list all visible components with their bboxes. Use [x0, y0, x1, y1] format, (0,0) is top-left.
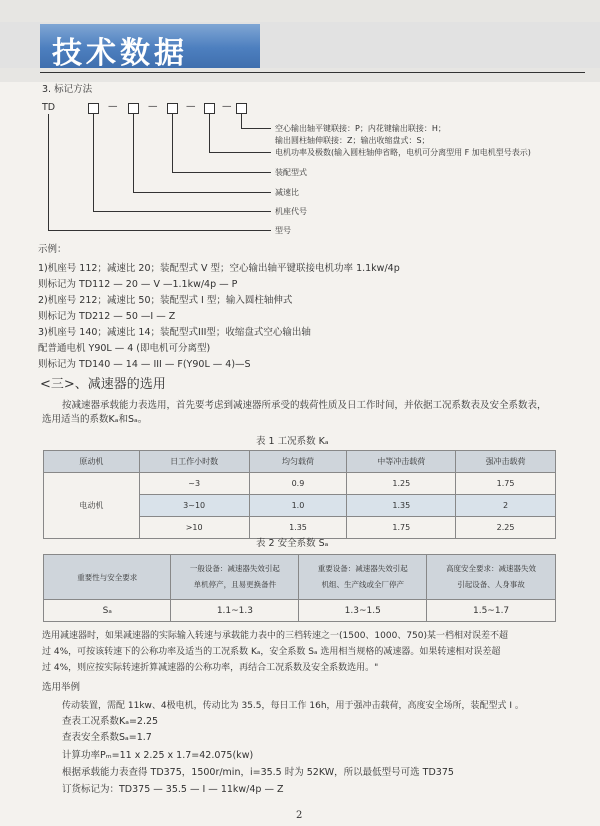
title-divider	[40, 72, 585, 73]
code-box-2	[128, 103, 139, 114]
header-line: 重要设备：减速器失效引起	[317, 564, 408, 573]
table-cell: 2	[456, 495, 556, 517]
table-cell: 3~10	[139, 495, 249, 517]
table-row	[44, 600, 556, 622]
selection-paragraph: 过 4%，则应按实际转速折算减速器的公称功率，再结合工况系数及安全系数选用。"	[42, 663, 379, 673]
example-line: 3)机座号 140；减速比 14；装配型式III型；收缩盘式空心输出轴	[38, 327, 311, 338]
table-header	[299, 555, 427, 600]
selection-paragraph: 过 4%，可按该转速下的公称功率及适当的工况系数 Kₐ，安全系数 Sₐ 选用相当规格的减速器。如果转速相对误差超	[42, 647, 501, 657]
header-line: 单机停产，且易更换备件	[193, 580, 277, 589]
notation-prefix: TD	[42, 102, 56, 113]
table-cell: 1.1~1.3	[171, 600, 299, 622]
code-box-4	[204, 103, 215, 114]
table-cell: 1.3~1.5	[299, 600, 427, 622]
header-line: 机组、生产线或全厂停产	[321, 580, 404, 589]
table-cell: 1.0	[249, 495, 347, 517]
dash: —	[222, 101, 232, 112]
example-step: 根据承载能力表查得 TD375，1500r/min，i=35.5 时为 52KW，所以最低型号可选 TD375	[62, 767, 454, 778]
example-line: 2)机座号 212；减速比 50；装配型式 I 型；输入圆柱轴伸式	[38, 295, 293, 306]
header-line: 高度安全要求：减速器失效	[446, 564, 537, 573]
table-cell: 1.35	[249, 517, 347, 539]
header-line: 一般设备：减速器失效引起	[189, 564, 280, 573]
table-header	[427, 555, 556, 600]
example-line: 则标记为 TD140 — 14 — III — F(Y90L — 4)—S	[38, 359, 251, 370]
example-line: 则标记为 TD212 — 50 —I — Z	[38, 311, 176, 322]
code-box-1	[88, 103, 99, 114]
table2-caption: 表 2 安全系数 Sₐ	[256, 538, 329, 549]
table-cell: 0.9	[249, 473, 347, 495]
notation-label: 空心输出轴平键联接：P；内花键输出联接：H；	[275, 124, 446, 133]
page-number: 2	[296, 810, 303, 821]
selection-paragraph: 选用减速器时，如果减速器的实际输入转速与承载能力表中的三档转速之一(1500、1000、750)某一档相对误差不超	[42, 631, 509, 641]
table-header: 均匀载荷	[249, 451, 347, 473]
example-line: 1)机座号 112；减速比 20；装配型式 V 型；空心输出轴平键联接电机功率 1.1kw/4p	[38, 263, 400, 274]
table-cell: 1.75	[347, 517, 456, 539]
notation-label: 型号	[275, 226, 291, 235]
table-1	[43, 450, 556, 539]
example-heading: 选用举例	[42, 682, 81, 693]
example-step: 计算功率Pₘ=11 x 2.25 x 1.7=42.075(kw)	[62, 750, 254, 761]
dash: —	[108, 101, 118, 112]
table-header	[171, 555, 299, 600]
example-line: 配普通电机 Y90L — 4 (即电机可分离型)	[38, 343, 211, 354]
table-header: 强冲击载荷	[456, 451, 556, 473]
table-header: 中等冲击载荷	[347, 451, 456, 473]
table-cell: Sₐ	[44, 600, 171, 622]
table1-caption: 表 1 工况系数 Kₐ	[256, 436, 329, 447]
example-step: 订货标记为：TD375 — 35.5 — I — 11kw/4p — Z	[62, 784, 284, 795]
dash: —	[148, 101, 158, 112]
example-step: 查表安全系数Sₐ=1.7	[62, 732, 152, 743]
table-cell: >10	[139, 517, 249, 539]
table-cell: 1.35	[347, 495, 456, 517]
dash: —	[186, 101, 196, 112]
notation-label: 电机功率及极数(输入圆柱轴伸省略，电机可分离型用 F 加电机型号表示)	[275, 148, 531, 157]
table-cell: ~3	[139, 473, 249, 495]
section-heading: <三>、减速器的选用	[40, 377, 166, 392]
page-title: 技术数据	[52, 36, 188, 71]
example-step: 传动装置，需配 11kw、4极电机，传动比为 35.5，每日工作 16h，用于强冲击载荷，高度安全场所，装配型式 I 。	[62, 701, 524, 711]
section-intro: 按减速器承载能力表选用，首先要考虑到减速器所承受的载荷性质及日工作时间，并依据工况系数表及安全系数表，	[62, 400, 547, 411]
table-cell: 1.25	[347, 473, 456, 495]
table-cell: 1.5~1.7	[427, 600, 556, 622]
table-header: 重要性与安全要求	[44, 555, 171, 600]
table-cell: 2.25	[456, 517, 556, 539]
code-box-5	[236, 103, 247, 114]
table-2	[43, 554, 556, 622]
section-intro: 选用适当的系数Kₐ和Sₐ。	[42, 414, 148, 425]
notation-label: 输出圆柱轴伸联接：Z；输出收缩盘式：S；	[275, 136, 430, 145]
example-line: 则标记为 TD112 — 20 — V —1.1kw/4p — P	[38, 279, 238, 290]
table-header: 日工作小时数	[139, 451, 249, 473]
notation-heading: 3. 标记方法	[42, 84, 93, 95]
prime-mover-cell: 电动机	[44, 473, 140, 539]
example-step: 查表工况系数Kₐ=2.25	[62, 716, 159, 727]
code-box-3	[167, 103, 178, 114]
table-cell: 1.75	[456, 473, 556, 495]
table-header: 原动机	[44, 451, 140, 473]
notation-label: 减速比	[275, 188, 299, 197]
notation-label: 装配型式	[275, 168, 307, 177]
header-line: 引起设备、人身事故	[457, 580, 525, 589]
examples-heading: 示例：	[38, 244, 67, 255]
table-row	[44, 473, 556, 495]
notation-label: 机座代号	[275, 207, 307, 216]
